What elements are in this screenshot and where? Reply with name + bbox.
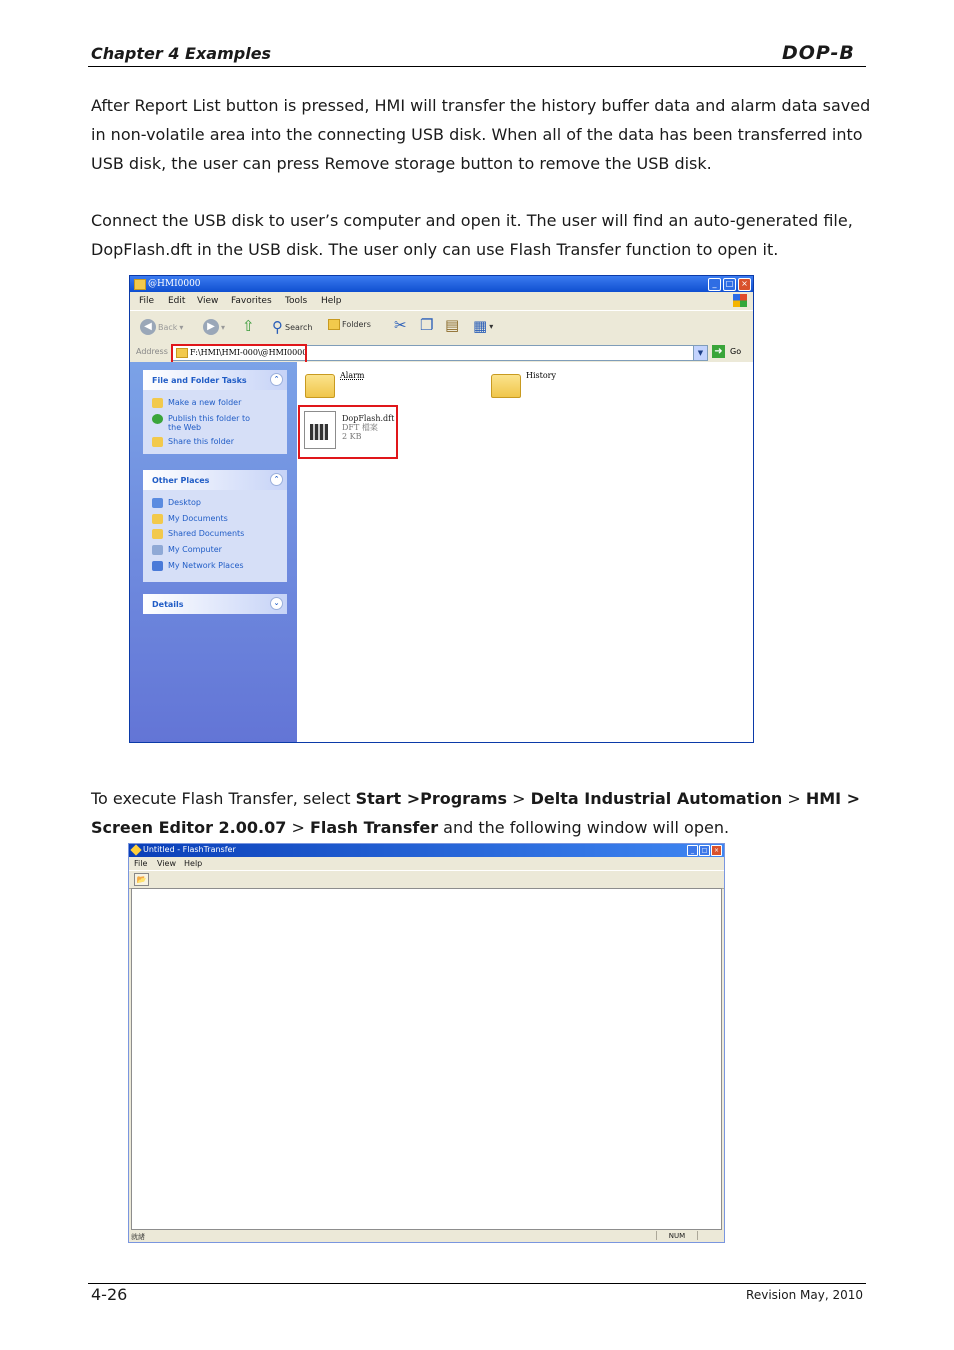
- explorer-window: [129, 275, 754, 743]
- copy-button[interactable]: [420, 316, 433, 334]
- explorer-title: @HMI0000: [148, 279, 201, 289]
- chevron-down-icon: ▾: [221, 322, 226, 332]
- page-number: 4-26: [91, 1285, 128, 1304]
- folders-button[interactable]: [328, 319, 371, 330]
- revision-date: Revision May, 2010: [746, 1288, 863, 1302]
- menu-file[interactable]: File: [139, 296, 155, 306]
- paste-icon: ▤: [445, 316, 460, 334]
- maximize-button[interactable]: □: [723, 278, 736, 291]
- minimize-button[interactable]: _: [708, 278, 721, 291]
- forward-arrow-icon: ▶: [203, 319, 219, 335]
- menu-path-screen-editor: Screen Editor 2.00.07: [91, 818, 287, 837]
- flash-transfer-client-area[interactable]: [131, 888, 722, 1230]
- place-my-documents[interactable]: [152, 514, 228, 524]
- status-num: NUM: [656, 1231, 698, 1240]
- place-label: My Computer: [168, 545, 222, 554]
- paragraph-usb-disk: Connect the USB disk to user’s computer and open it. The user will find an auto-generated file, DopFlash.dft in the USB disk. The user only can use Flash Transfer function to open it.: [91, 211, 853, 259]
- paragraph-report-list: After Report List button is pressed, HMI will transfer the history buffer data and alarm data saved in non-volatile area into the connecting USB disk. When all of the data has been transferred into USB disk, the user can press Remove storage button to remove the USB disk.: [91, 96, 871, 173]
- expand-icon[interactable]: ⌄: [270, 597, 283, 610]
- menu-tools[interactable]: Tools: [285, 296, 308, 306]
- back-arrow-icon: ◀: [140, 319, 156, 335]
- text: To execute Flash Transfer, select: [91, 789, 356, 808]
- back-label: Back: [158, 322, 178, 332]
- task-publish-folder[interactable]: [152, 414, 264, 432]
- dft-file-icon[interactable]: [304, 411, 336, 449]
- file-folder-tasks-panel: [143, 370, 287, 454]
- collapse-icon[interactable]: ⌃: [270, 373, 283, 386]
- dft-file-type: DFT 檔案: [342, 423, 378, 432]
- explorer-titlebar[interactable]: [130, 276, 753, 292]
- place-label: Shared Documents: [168, 529, 245, 538]
- address-dropdown-button[interactable]: ▼: [693, 345, 708, 361]
- chevron-down-icon: ▾: [179, 322, 184, 332]
- menu-view[interactable]: View: [157, 859, 176, 868]
- close-button[interactable]: ×: [711, 845, 722, 856]
- new-folder-icon: [152, 398, 163, 408]
- task-make-new-folder[interactable]: [152, 398, 241, 408]
- scissors-icon: ✂: [394, 316, 407, 334]
- header-divider: [88, 66, 866, 67]
- forward-button[interactable]: [203, 319, 225, 335]
- chapter-title: Chapter 4 Examples: [91, 44, 272, 63]
- back-button[interactable]: [140, 319, 183, 335]
- folders-label: Folders: [342, 320, 371, 329]
- place-label: Desktop: [168, 498, 201, 507]
- dft-file-size: 2 KB: [342, 432, 362, 441]
- copy-icon: ❐: [420, 316, 434, 334]
- place-label: My Network Places: [168, 561, 244, 570]
- footer-divider: [88, 1283, 866, 1284]
- network-icon: [152, 561, 163, 571]
- other-places-header[interactable]: [143, 470, 287, 490]
- file-folder-tasks-header[interactable]: [143, 370, 287, 390]
- menu-edit[interactable]: Edit: [168, 296, 186, 306]
- close-button[interactable]: ×: [738, 278, 751, 291]
- go-label[interactable]: Go: [730, 347, 742, 356]
- address-highlight-box: [171, 344, 307, 364]
- share-folder-icon: [152, 437, 163, 447]
- folder-alarm-icon[interactable]: [305, 374, 335, 398]
- menu-path-delta: Delta Industrial Automation: [530, 789, 783, 808]
- paragraph-flash-transfer-path: [91, 784, 871, 842]
- flash-transfer-titlebar[interactable]: [129, 844, 724, 857]
- globe-icon: [152, 414, 163, 424]
- details-header[interactable]: [143, 594, 287, 614]
- search-icon: ⚲: [272, 318, 283, 336]
- folders-icon: [328, 319, 340, 330]
- place-shared-documents[interactable]: [152, 529, 244, 539]
- flash-transfer-window: [128, 843, 725, 1243]
- task-label: Share this folder: [168, 437, 234, 446]
- chevron-down-icon: ▾: [489, 321, 494, 331]
- text: >: [286, 818, 310, 837]
- cut-button[interactable]: [394, 316, 407, 334]
- menu-favorites[interactable]: Favorites: [231, 296, 272, 306]
- place-label: My Documents: [168, 514, 228, 523]
- dft-file-details[interactable]: [342, 414, 394, 441]
- task-label: Publish this folder to the Web: [168, 414, 250, 432]
- place-my-computer[interactable]: [152, 545, 222, 555]
- views-button[interactable]: [473, 317, 493, 335]
- search-label: Search: [285, 322, 313, 332]
- open-file-button[interactable]: [134, 873, 149, 886]
- task-share-folder[interactable]: [152, 437, 234, 447]
- dft-file-name: DopFlash.dft: [342, 414, 395, 423]
- address-bar: [130, 342, 753, 362]
- folder-history-icon[interactable]: [491, 374, 521, 398]
- minimize-button[interactable]: _: [687, 845, 698, 856]
- flash-transfer-statusbar: [129, 1231, 724, 1242]
- up-arrow-icon: ⇧: [242, 317, 255, 335]
- computer-icon: [152, 545, 163, 555]
- menu-view[interactable]: View: [197, 296, 219, 306]
- folder-history-label[interactable]: History: [526, 371, 557, 380]
- text: >: [782, 789, 806, 808]
- app-icon: [130, 844, 141, 855]
- place-my-network-places[interactable]: [152, 561, 244, 571]
- search-button[interactable]: [272, 318, 312, 336]
- maximize-button[interactable]: □: [699, 845, 710, 856]
- explorer-file-area: [297, 362, 753, 742]
- text: >: [507, 789, 531, 808]
- explorer-menubar: [130, 292, 753, 310]
- paste-button[interactable]: [445, 316, 459, 334]
- task-label: Make a new folder: [168, 398, 242, 407]
- documents-icon: [152, 514, 163, 524]
- folder-icon: [134, 279, 146, 290]
- explorer-toolbar: [130, 310, 753, 344]
- address-path: F:\HMI\HMI-000\@HMI0000: [190, 348, 308, 357]
- menu-path-hmi: HMI >: [805, 789, 861, 808]
- flash-transfer-menubar: [129, 857, 724, 870]
- panel-title: Details: [152, 600, 184, 609]
- flash-transfer-toolbar: [129, 870, 724, 889]
- details-panel: [143, 594, 287, 614]
- shared-folder-icon: [152, 529, 163, 539]
- flash-transfer-title: Untitled - FlashTransfer: [143, 845, 236, 854]
- folder-alarm-label[interactable]: Alarm: [340, 371, 365, 380]
- views-icon: ▦: [473, 317, 488, 335]
- menu-path-flash-transfer: Flash Transfer: [309, 818, 439, 837]
- text: and the following window will open.: [438, 818, 730, 837]
- collapse-icon[interactable]: ⌃: [270, 473, 283, 486]
- menu-help[interactable]: Help: [184, 859, 203, 868]
- explorer-task-pane: [130, 362, 297, 742]
- other-places-panel: [143, 470, 287, 582]
- up-folder-button[interactable]: [242, 317, 255, 335]
- menu-help[interactable]: Help: [321, 296, 342, 306]
- menu-path-start: Start >Programs: [355, 789, 508, 808]
- panel-title: Other Places: [152, 476, 210, 485]
- panel-title: File and Folder Tasks: [152, 376, 247, 385]
- address-label: Address: [136, 347, 168, 356]
- go-arrow-icon[interactable]: ➜: [712, 345, 725, 358]
- status-ready: 就緒: [131, 1233, 145, 1241]
- place-desktop[interactable]: [152, 498, 201, 508]
- open-folder-icon: 📂: [136, 875, 147, 884]
- windows-logo-icon: [733, 294, 747, 307]
- dop-b-logo: DOP-B: [782, 42, 855, 64]
- menu-file[interactable]: File: [134, 859, 148, 868]
- desktop-icon: [152, 498, 163, 508]
